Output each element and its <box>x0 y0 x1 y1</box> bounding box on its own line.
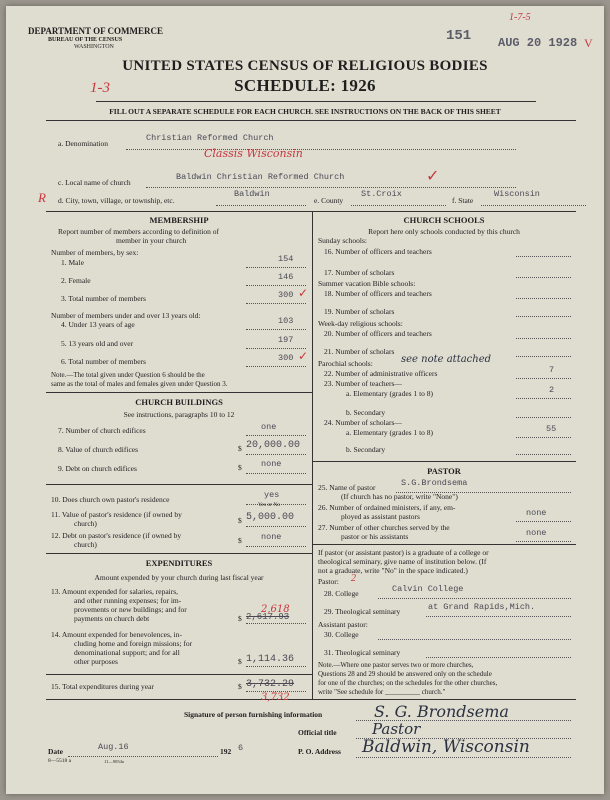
q24a-label: a. Elementary (grades 1 to 8) <box>346 428 434 437</box>
q13-hand-value: 2,618 <box>261 604 290 615</box>
q1-value: 154 <box>278 254 294 264</box>
q25-label: 25. Name of pastor <box>318 483 376 492</box>
grad-instruction-3: not a graduate, write "No" in the space indicated.) <box>318 566 468 575</box>
q8-dollar: $ <box>238 444 242 453</box>
local-name-label: c. Local name of church <box>58 178 131 187</box>
q11-value: 5,000.00 <box>246 512 295 523</box>
signature-label: Signature of person furnishing information <box>184 710 323 719</box>
q13-label-4: payments on church debt <box>74 614 150 623</box>
q30-label: 30. College <box>324 630 359 639</box>
county-value: St.Croix <box>361 189 402 199</box>
membership-intro-2: member in your church <box>116 236 187 245</box>
q10-label: 10. Does church own pastor's residence <box>51 495 170 504</box>
q27-label-2: pastor or his assistants <box>341 532 409 541</box>
grad-instruction: If pastor (or assistant pastor) is a graduate of a college or <box>318 548 489 557</box>
pastor-note: Note.—Where one pastor serves two or more churches, <box>318 661 474 669</box>
q4-value: 103 <box>278 316 294 326</box>
q22-value: 7 <box>549 365 555 375</box>
assistant-label: Assistant pastor: <box>318 620 368 629</box>
q28-label: 28. College <box>324 589 359 598</box>
sunday-label: Sunday schools: <box>318 236 367 245</box>
local-name-value: Baldwin Christian Reformed Church <box>176 172 345 182</box>
po-address-value: Baldwin, Wisconsin <box>362 737 530 757</box>
pastor-heading: PASTOR <box>427 466 461 476</box>
q26-label-2: ployed as assistant pastors <box>341 512 420 521</box>
signature-value: S. G. Brondsema <box>374 702 509 721</box>
date-value: Aug.16 <box>98 742 129 752</box>
fill-instruction: FILL OUT A SEPARATE SCHEDULE FOR EACH CHURCH. SEE INSTRUCTIONS ON THE BACK OF THIS SHEET <box>109 107 501 116</box>
q14-label-2: cluding home and foreign missions; for <box>74 639 193 648</box>
department-heading: DEPARTMENT OF COMMERCE <box>28 26 164 36</box>
q15-label: 15. Total expenditures during year <box>51 682 154 691</box>
q3-label: 3. Total number of members <box>61 294 146 303</box>
q8-value: 20,000.00 <box>246 440 301 451</box>
q13-label-2: and other running expenses; for im- <box>74 596 182 605</box>
check-mark: V <box>584 36 593 50</box>
weekday-label: Week-day religious schools: <box>318 319 403 328</box>
q9-value: none <box>261 459 282 469</box>
q13-dollar: $ <box>238 614 242 623</box>
form-number-2: 11—9054a <box>104 759 124 764</box>
buildings-heading: CHURCH BUILDINGS <box>135 397 223 407</box>
form-number: 8—5518 a <box>48 758 72 764</box>
q9-dollar: $ <box>238 463 242 472</box>
q17-label: 17. Number of scholars <box>324 268 395 277</box>
q3-check: ✓ <box>298 286 309 300</box>
q19-label: 19. Number of scholars <box>324 307 395 316</box>
q15-dollar: $ <box>238 682 242 691</box>
parochial-note: see note attached <box>401 354 492 365</box>
pastor-note-4: write "See schedule for __________ church." <box>318 688 446 696</box>
q23-label: 23. Number of teachers— <box>324 379 402 388</box>
received-date-stamp: AUG 20 1928 <box>498 36 578 50</box>
expenditures-heading: EXPENDITURES <box>145 558 213 568</box>
q24-label: 24. Number of scholars— <box>324 418 402 427</box>
q6-check: ✓ <box>298 349 309 363</box>
stamp-number: 151 <box>446 28 472 44</box>
q16-label: 16. Number of officers and teachers <box>324 247 432 256</box>
po-address-label: P. O. Address <box>298 747 341 756</box>
buildings-sub: See instructions, paragraphs 10 to 12 <box>123 410 235 419</box>
q25-value: S.G.Brondsema <box>401 478 468 488</box>
local-check-mark: ✓ <box>426 168 440 185</box>
form-title: UNITED STATES CENSUS OF RELIGIOUS BODIES <box>122 58 488 74</box>
q20-label: 20. Number of officers and teachers <box>324 329 432 338</box>
official-title-label: Official title <box>298 728 337 737</box>
schools-heading: CHURCH SCHOOLS <box>403 215 485 225</box>
denomination-value: Christian Reformed Church <box>146 133 274 143</box>
q14-label-3: denominational support; and for all <box>74 648 180 657</box>
members-by-sex-label: Number of members, by sex: <box>51 248 139 257</box>
pastor-note-2: Questions 28 and 29 should be answered only on the schedule <box>318 670 492 678</box>
corner-note: 1-7-5 <box>509 12 531 23</box>
county-label: e. County <box>314 196 344 205</box>
date-label: Date <box>48 747 63 756</box>
q11-label: 11. Value of pastor's residence (if owned by <box>51 510 182 519</box>
q13-label: 13. Amount expended for salaries, repairs, <box>51 587 179 596</box>
state-value: Wisconsin <box>494 189 540 199</box>
q23a-label: a. Elementary (grades 1 to 8) <box>346 389 434 398</box>
q25-note: (If church has no pastor, write "None") <box>341 492 458 501</box>
q10-yesno: Yes or No <box>258 502 281 508</box>
q26-value: none <box>526 508 547 518</box>
q7-value: one <box>261 422 277 432</box>
q6-label: 6. Total number of members <box>61 357 146 366</box>
q2-value: 146 <box>278 272 294 282</box>
q21-label: 21. Number of scholars <box>324 347 395 356</box>
bureau-heading: BUREAU OF THE CENSUS <box>48 37 123 43</box>
q8-label: 8. Value of church edifices <box>58 445 139 454</box>
state-label: f. State <box>452 196 474 205</box>
q12-label-2: church) <box>74 540 97 549</box>
schools-sub: Report here only schools conducted by this church <box>368 227 520 236</box>
q12-label: 12. Debt on pastor's residence (if owned by <box>51 531 182 540</box>
q26-label: 26. Number of ordained ministers, if any, em- <box>318 503 456 512</box>
q12-value: none <box>261 532 282 542</box>
age-note: Number of members under and over 13 years old: <box>51 311 201 320</box>
q3-value: 300 <box>278 290 294 300</box>
summer-label: Summer vacation Bible schools: <box>318 279 416 288</box>
schedule-title: SCHEDULE: 1926 <box>234 76 376 95</box>
q2-label: 2. Female <box>61 276 91 285</box>
census-schedule-page <box>6 6 604 794</box>
q9-label: 9. Debt on church edifices <box>58 464 137 473</box>
membership-intro: Report number of members according to definition of <box>58 227 219 236</box>
red-ref-mark: 1-3 <box>90 80 110 96</box>
official-title-value: Pastor <box>372 720 421 738</box>
q1-label: 1. Male <box>61 258 84 267</box>
q10-value: yes <box>264 490 280 500</box>
q4-label: 4. Under 13 years of age <box>61 320 135 329</box>
expenditures-sub: Amount expended by your church during last fiscal year <box>94 573 264 582</box>
classis-handwritten: Classis Wisconsin <box>204 147 303 160</box>
denomination-label: a. Denomination <box>58 139 108 148</box>
q28-value: Calvin College <box>392 584 464 594</box>
q24b-label: b. Secondary <box>346 445 386 454</box>
q27-value: none <box>526 528 547 538</box>
q15-value: 3,732.29 <box>246 679 295 690</box>
membership-note-2: same as the total of males and females given under Question 3. <box>51 380 228 388</box>
q14-dollar: $ <box>238 657 242 666</box>
parochial-label: Parochial schools: <box>318 359 373 368</box>
q11-label-2: church) <box>74 519 97 528</box>
pastor-note-3: for one of the churches; on the schedules for the other churches, <box>318 679 498 687</box>
pastor-red-mark: 2 <box>351 573 356 584</box>
q14-label-4: other purposes <box>74 657 118 666</box>
city-label: d. City, town, village, or township, etc. <box>58 196 175 205</box>
q24a-value: 55 <box>546 424 557 434</box>
city-value: Baldwin <box>234 189 270 199</box>
q14-label: 14. Amount expended for benevolences, in- <box>51 630 183 639</box>
membership-heading: MEMBERSHIP <box>149 215 209 225</box>
q13-label-3: provements or new buildings; and for <box>74 605 187 614</box>
q11-dollar: $ <box>238 516 242 525</box>
pastor-sub-label: Pastor: <box>318 577 339 586</box>
q12-dollar: $ <box>238 536 242 545</box>
q23a-value: 2 <box>549 385 555 395</box>
q27-label: 27. Number of other churches served by the <box>318 523 450 532</box>
grad-instruction-2: theological seminary, give name of institution below. (If <box>318 557 487 566</box>
q13-value: 2,617.93 <box>246 612 290 622</box>
city-heading: WASHINGTON <box>74 44 114 50</box>
q23b-label: b. Secondary <box>346 408 386 417</box>
year-prefix: 192 <box>220 747 232 756</box>
q5-label: 5. 13 years old and over <box>61 339 134 348</box>
year-digit: 6 <box>238 743 244 753</box>
r-mark: R <box>38 190 46 205</box>
membership-note: Note.—The total given under Question 6 should be the <box>51 371 205 379</box>
q15-hand-value: 3,732 <box>261 692 290 703</box>
q14-value: 1,114.36 <box>246 654 295 665</box>
q31-label: 31. Theological seminary <box>324 648 401 657</box>
q29-value: at Grand Rapids,Mich. <box>428 602 536 612</box>
q7-label: 7. Number of church edifices <box>58 426 146 435</box>
q29-label: 29. Theological seminary <box>324 607 401 616</box>
q22-label: 22. Number of administrative officers <box>324 369 438 378</box>
q6-value: 300 <box>278 353 294 363</box>
q5-value: 197 <box>278 335 294 345</box>
q18-label: 18. Number of officers and teachers <box>324 289 432 298</box>
